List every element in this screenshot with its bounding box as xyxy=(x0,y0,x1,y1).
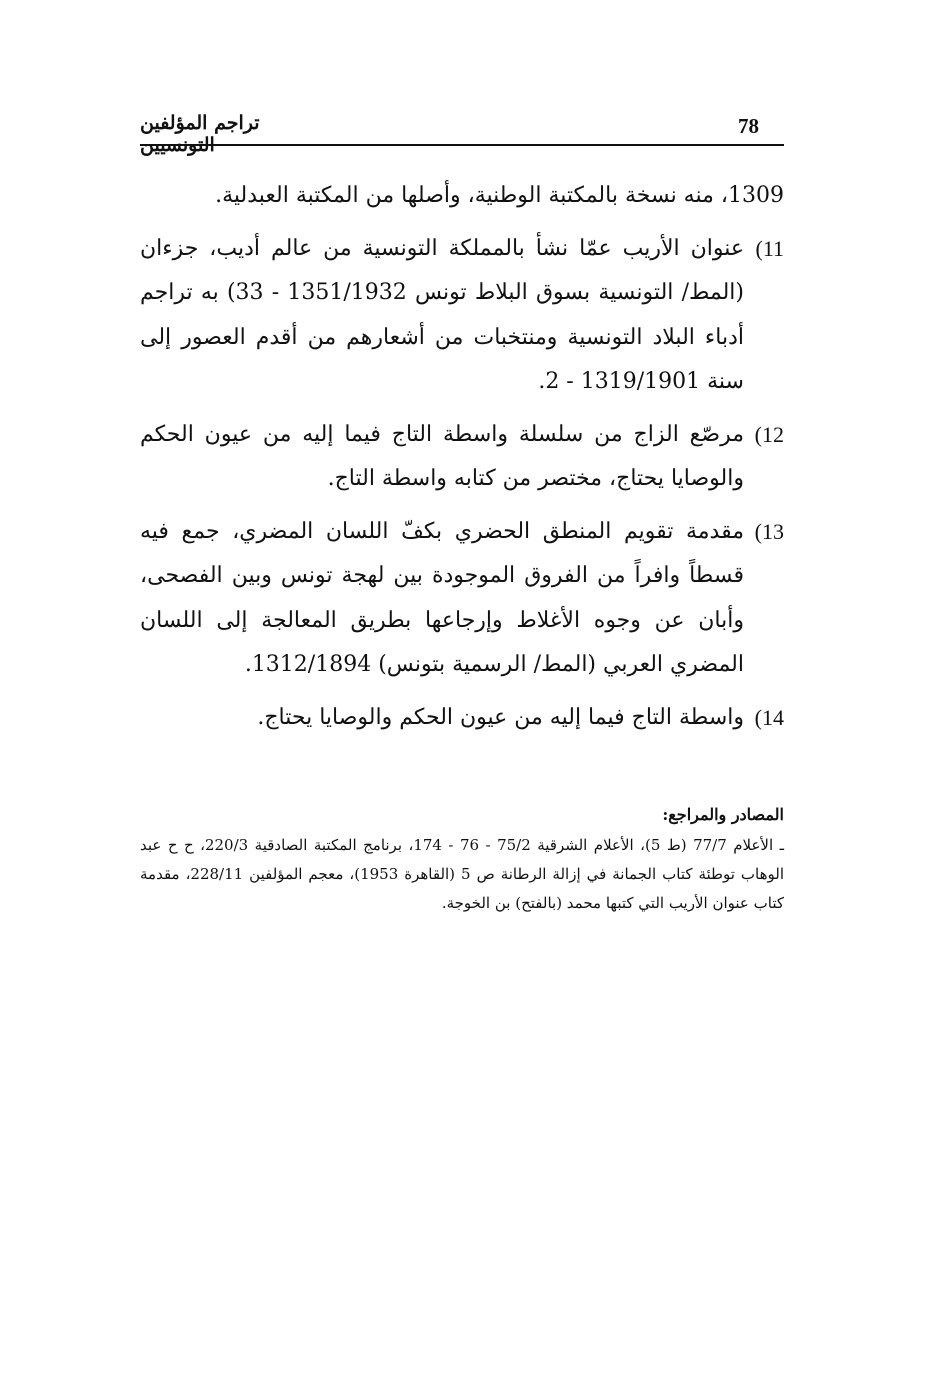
item-number: 11) xyxy=(755,235,784,261)
page-number: 78 xyxy=(738,114,759,138)
item-number: 14) xyxy=(754,704,784,730)
sources-text: ـ الأعلام 77/7 (ط 5)، الأعلام الشرقية 75/2 - 76 - 174، برنامج المكتبة الصادقية 220/3، ح ح عبد الوهاب توطئة كتاب الجمانة في إزالة الرطانة ص 5 (القاهرة 1953)، معجم المؤلفين 228/11، مقدمة كتاب عنوان الأريب التي كتبها محمد (بالفتح) بن الخوجة. xyxy=(140,836,784,912)
list-item xyxy=(140,510,784,688)
list-item xyxy=(140,696,784,741)
sources-heading: المصادر والمراجع: xyxy=(662,805,784,824)
item-number: 13) xyxy=(754,518,784,544)
intro-text: 1309، منه نسخة بالمكتبة الوطنية، وأصلها من المكتبة العبدلية. xyxy=(215,183,784,208)
item-text: مرصّع الزاج من سلسلة واسطة التاج فيما إليه من عيون الحكم والوصايا يحتاج، مختصر من كتابه واسطة التاج. xyxy=(140,421,744,491)
item-number: 12) xyxy=(754,421,784,447)
main-text xyxy=(140,174,784,748)
intro-paragraph xyxy=(140,174,784,219)
page-header xyxy=(140,108,784,156)
item-text: واسطة التاج فيما إليه من عيون الحكم والوصايا يحتاج. xyxy=(257,704,744,730)
item-text: عنوان الأريب عمّا نشأ بالمملكة التونسية من عالم أديب، جزءان (المط/ التونسية بسوق البلاط تونس 1351/1932 - 33) به تراجم أدباء البلاد التونسية ومنتخبات من أشعارهم من أقدم العصور إلى سنة 1319/1901 - 2. xyxy=(140,235,744,394)
item-text: مقدمة تقويم المنطق الحضري بكفّ اللسان المضري، جمع فيه قسطاً وافراً من الفروق الموجودة بين لهجة تونس وبين الفصحى، وأبان عن وجوه الأغلاط وإرجاعها بطريق المعالجة إلى اللسان المضري العربي (المط/ الرسمية بتونس) 1312/1894. xyxy=(140,518,744,677)
sources-section xyxy=(140,800,784,918)
running-title: تراجم المؤلفين التونسيين xyxy=(140,112,260,156)
list-item xyxy=(140,413,784,502)
list-item xyxy=(140,227,784,405)
